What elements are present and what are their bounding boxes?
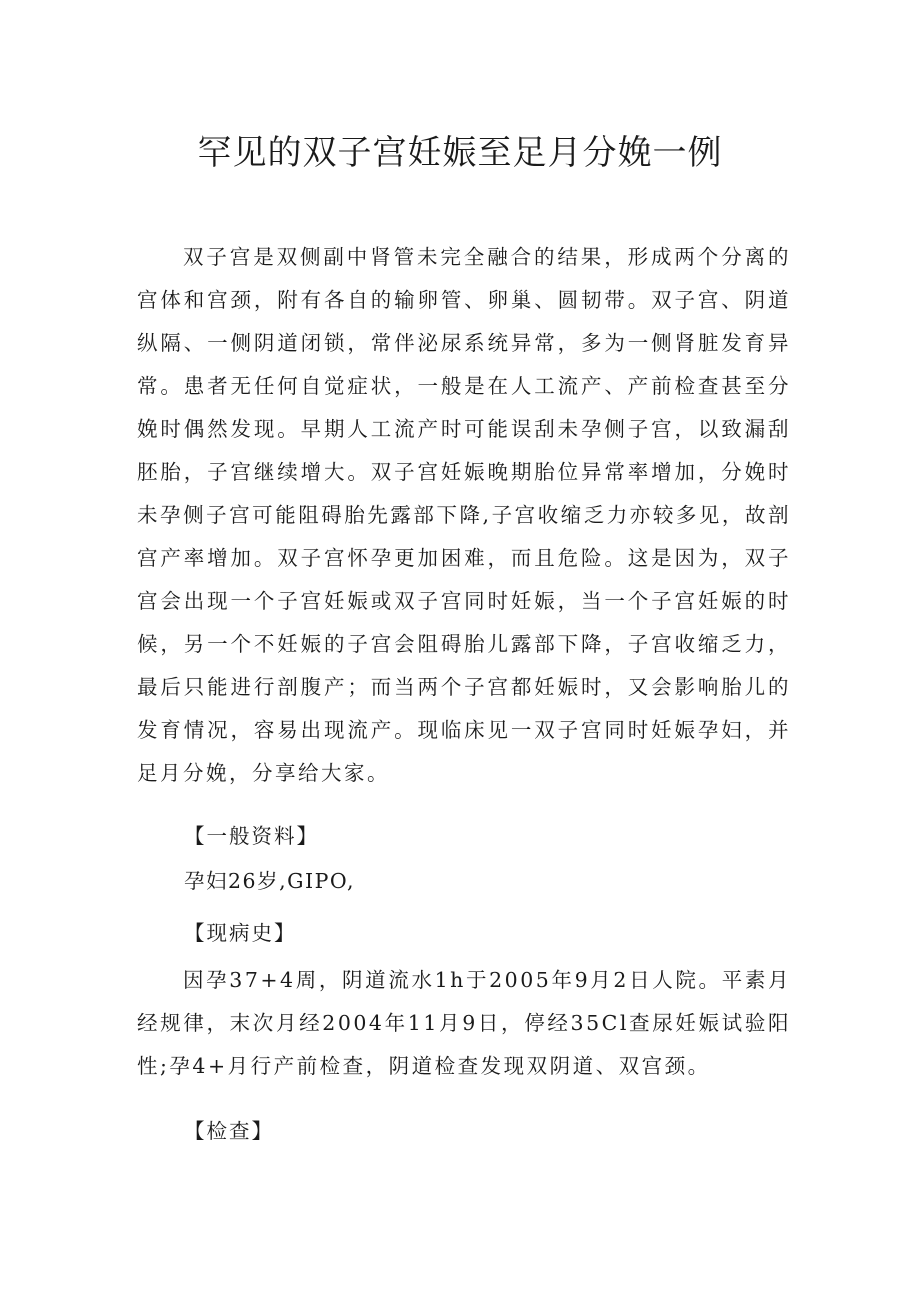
history-paragraph: 因孕37+4周，阴道流水1h于2005年9月2日人院。平素月经规律，末次月经2004年11月9日，停经35Cl查尿妊娠试验阳性;孕4+月行产前检查，阴道检查发现双阴道、双宫颈。 bbox=[137, 968, 791, 1078]
section-heading-general: 【一般资料】 bbox=[184, 824, 319, 848]
document-title: 罕见的双子宫妊娠至足月分娩一例 bbox=[197, 133, 723, 173]
section-heading-exam: 【检查】 bbox=[184, 1119, 274, 1143]
section-heading-history: 【现病史】 bbox=[184, 921, 297, 945]
intro-paragraph: 双子宫是双侧副中肾管未完全融合的结果，形成两个分离的宫体和宫颈，附有各自的输卵管、卵巢、圆韧带。双子宫、阴道纵隔、一侧阴道闭锁，常伴泌尿系统异常，多为一侧肾脏发育异常。患者无任何自觉症状，一般是在人工流产、产前检查甚至分娩时偶然发现。早期人工流产时可能误刮未孕侧子宫，以致漏刮胚胎，子宫继续增大。双子宫妊娠晚期胎位异常率增加，分娩时未孕侧子宫可能阻碍胎先露部下降,子宫收缩乏力亦较多见，故剖宫产率增加。双子宫怀孕更加困难，而且危险。这是因为，双子宫会出现一个子宫妊娠或双子宫同时妊娠，当一个子宫妊娠的时候，另一个不妊娠的子宫会阻碍胎儿露部下降，子宫收缩乏力，最后只能进行剖腹产；而当两个子宫都妊娠时，又会影响胎儿的发育情况，容易出现流产。现临床见一双子宫同时妊娠孕妇，并足月分娩，分享给大家。 bbox=[137, 245, 791, 785]
general-info-line: 孕妇26岁,GIPO, bbox=[184, 869, 355, 893]
